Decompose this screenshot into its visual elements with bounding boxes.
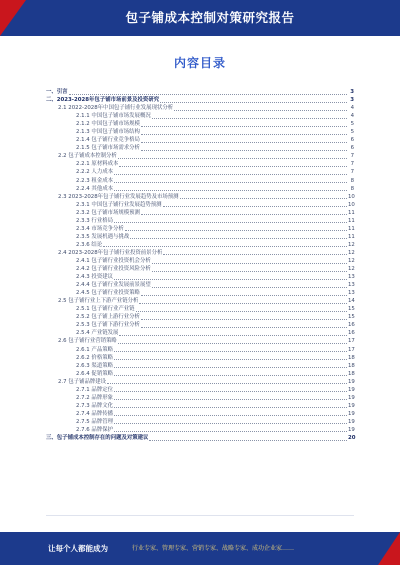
toc-title: 内容目录 [173, 56, 226, 70]
toc-entry[interactable] [46, 370, 354, 378]
toc-leader-dots [107, 383, 347, 384]
toc-entry-text: 2.4.1 包子铺行业投资机会分析 [76, 257, 151, 264]
toc-leader-dots [114, 375, 347, 376]
toc-entry-text: 2.3.4 市场竞争分析 [76, 225, 124, 232]
toc-entry-page: 4 [350, 113, 354, 120]
footer-red-accent [378, 532, 400, 565]
toc-entry[interactable] [46, 241, 354, 249]
toc-leader-dots [114, 351, 347, 352]
toc-entry-text: 2.7 包子铺品牌建设 [58, 378, 107, 385]
toc-entry[interactable] [46, 418, 354, 426]
toc-entry-page: 19 [348, 418, 355, 425]
toc-entry[interactable] [46, 337, 354, 345]
toc-leader-dots [152, 271, 347, 272]
toc-leader-dots [119, 335, 347, 336]
toc-leader-dots [114, 367, 347, 368]
toc-entry-text: 2.7.5 品牌管理 [76, 418, 113, 425]
toc-entry-text: 2.2 包子铺成本控制分析 [58, 153, 117, 160]
toc-entry-text: 2.5.4 产业链发展 [76, 330, 119, 337]
toc-entry-page: 12 [348, 257, 355, 264]
toc-leader-dots [139, 303, 347, 304]
toc-entry[interactable] [46, 273, 354, 281]
toc-entry[interactable] [46, 346, 354, 354]
toc-entry-page: 19 [348, 402, 355, 409]
toc-entry[interactable] [46, 120, 354, 128]
toc-leader-dots [114, 391, 347, 392]
toc-entry-page: 18 [348, 370, 355, 377]
toc-leader-dots [114, 399, 347, 400]
toc-entry[interactable] [46, 201, 354, 209]
toc-entry-page: 17 [348, 346, 355, 353]
toc-entry-text: 2.4 2023-2028年包子铺行业投资前景分析 [58, 249, 163, 256]
toc-entry-page: 3 [350, 97, 354, 104]
toc-entry[interactable] [46, 96, 354, 104]
toc-leader-dots [114, 174, 347, 175]
toc-entry-page: 8 [350, 185, 354, 192]
toc-leader-dots [141, 295, 347, 296]
toc-entry-page: 12 [348, 241, 355, 248]
footer-roles: 行业专家、管理专家、营销专家、战略专家、成功企业家…… [132, 545, 295, 552]
toc-entry[interactable] [46, 329, 354, 337]
toc-leader-dots [136, 311, 347, 312]
divider [46, 515, 354, 516]
toc-entry[interactable] [46, 362, 354, 370]
toc-entry-text: 2.3.3 行业格局 [76, 217, 113, 224]
toc-entry-page: 14 [348, 298, 355, 305]
toc-entry[interactable] [46, 281, 354, 289]
toc-entry-text: 2.1.2 中国包子铺市场规模 [76, 121, 140, 128]
toc-leader-dots [119, 166, 347, 167]
toc-entry-text: 2.5.2 包子铺上游行业分析 [76, 314, 140, 321]
toc-entry-text: 2.5.3 包子铺下游行业分析 [76, 322, 140, 329]
toc-entry-text: 2.3.2 包子铺市场规模预测 [76, 209, 140, 216]
toc-entry[interactable] [46, 410, 354, 418]
toc-entry-page: 16 [348, 322, 355, 329]
toc-entry[interactable] [46, 233, 354, 241]
toc-entry-page: 12 [348, 266, 355, 273]
toc-entry-text: 三、包子铺成本控制存在的问题及对策建议 [46, 435, 149, 442]
toc-entry-text: 2.1.3 中国包子铺市场结构 [76, 129, 140, 136]
toc-leader-dots [114, 423, 347, 424]
toc-entry[interactable] [46, 386, 354, 394]
toc-entry[interactable] [46, 225, 354, 233]
toc-leader-dots [152, 263, 347, 264]
toc-entry-text: 2.4.2 包子铺行业投资风险分析 [76, 266, 151, 273]
toc-entry[interactable] [46, 426, 354, 434]
toc-entry-text: 2.7.4 品牌传播 [76, 410, 113, 417]
toc-entry-page: 6 [350, 145, 354, 152]
toc-entry[interactable] [46, 104, 354, 112]
toc-entry-text: 2.7.1 品牌定位 [76, 386, 113, 393]
toc-leader-dots [141, 150, 347, 151]
toc-entry-text: 2.4.3 投资建议 [76, 274, 113, 281]
toc-entry[interactable] [46, 394, 354, 402]
toc-entry-text: 2.2.3 租金成本 [76, 177, 113, 184]
toc-entry[interactable] [46, 313, 354, 321]
toc-entry-text: 2.1.5 包子铺市场需求分析 [76, 145, 140, 152]
toc-entry-text: 2.1 2022-2028年中国包子铺行业发展现状分析 [58, 105, 174, 112]
toc-entry-text: 2.2.1 原材料成本 [76, 161, 119, 168]
toc-leader-dots [130, 238, 347, 239]
toc-entry-page: 16 [348, 330, 355, 337]
toc-leader-dots [141, 214, 347, 215]
document-title: 包子铺成本控制对策研究报告 [125, 10, 295, 25]
toc-entry-text: 2.5 包子铺行业上下游产业链分析 [58, 298, 139, 305]
toc-entry-page: 7 [350, 169, 354, 176]
toc-entry-page: 13 [348, 290, 355, 297]
toc-entry-page: 18 [348, 354, 355, 361]
toc-entry-page: 13 [348, 274, 355, 281]
toc-entry-page: 15 [348, 306, 355, 313]
toc-entry[interactable] [46, 177, 354, 185]
toc-entry-page: 10 [348, 201, 355, 208]
toc-entry[interactable] [46, 168, 354, 176]
toc-leader-dots [174, 110, 347, 111]
toc-entry-page: 19 [348, 378, 355, 385]
toc-entry-text: 2.3 2023-2028年包子铺行业发展趋势及市场预测 [58, 193, 179, 200]
toc-entry-page: 19 [348, 426, 355, 433]
toc-entry-page: 11 [348, 233, 355, 240]
toc-entry[interactable] [46, 257, 354, 265]
toc-entry[interactable] [46, 185, 354, 193]
toc-entry[interactable] [46, 160, 354, 168]
toc-leader-dots [118, 158, 347, 159]
toc-leader-dots [125, 230, 347, 231]
toc-entry-text: 2.4.5 包子铺行业投资策略 [76, 290, 140, 297]
toc-entry-text: 2.4.4 包子铺行业发展前景展望 [76, 282, 151, 289]
toc-entry[interactable] [46, 265, 354, 273]
toc-leader-dots [141, 134, 347, 135]
footer-slogan: 让每个人都能成为 [48, 544, 108, 553]
toc-entry[interactable] [46, 112, 354, 120]
toc-entry-page: 8 [350, 177, 354, 184]
toc-entry-page: 11 [348, 217, 355, 224]
toc-entry[interactable] [46, 354, 354, 362]
toc-entry[interactable] [46, 402, 354, 410]
toc-leader-dots [114, 279, 347, 280]
toc-leader-dots [114, 222, 347, 223]
toc-entry[interactable] [46, 209, 354, 217]
toc-entry-text: 2.6.1 产品策略 [76, 346, 113, 353]
toc-entry-page: 19 [348, 386, 355, 393]
toc-entry-page: 4 [350, 105, 354, 112]
toc-entry[interactable] [46, 434, 354, 442]
toc-entry[interactable] [46, 249, 354, 257]
toc-entry-text: 2.6.4 促销策略 [76, 370, 113, 377]
toc-entry[interactable] [46, 88, 354, 96]
toc-entry-page: 5 [350, 129, 354, 136]
toc-entry-text: 2.3.1 中国包子铺行业发展趋势预测 [76, 201, 162, 208]
toc-leader-dots [141, 126, 347, 127]
toc-entry-page: 11 [348, 225, 355, 232]
toc-entry-page: 20 [348, 435, 356, 442]
toc-entry-text: 一、引言 [46, 89, 68, 95]
toc-leader-dots [114, 407, 347, 408]
toc-entry-text: 2.7.2 品牌形象 [76, 394, 113, 401]
toc-leader-dots [141, 319, 347, 320]
toc-entry-text: 2.2.4 其他成本 [76, 185, 113, 192]
toc-entry[interactable] [46, 378, 354, 386]
toc-leader-dots [163, 254, 347, 255]
table-of-contents [46, 88, 354, 442]
toc-entry[interactable] [46, 136, 354, 144]
toc-entry-page: 5 [350, 121, 354, 128]
toc-leader-dots [114, 415, 347, 416]
toc-entry-text: 二、2023-2028年包子铺市场前景及投资研究 [46, 97, 160, 104]
toc-entry-page: 3 [350, 89, 354, 95]
toc-leader-dots [160, 102, 347, 103]
toc-leader-dots [152, 118, 347, 119]
toc-entry-page: 19 [348, 410, 355, 417]
toc-entry[interactable] [46, 217, 354, 225]
toc-entry-page: 6 [350, 137, 354, 144]
toc-leader-dots [118, 343, 347, 344]
toc-leader-dots [69, 94, 347, 95]
toc-entry[interactable] [46, 144, 354, 152]
toc-entry-text: 2.2.2 人力成本 [76, 169, 113, 176]
toc-entry-page: 17 [348, 338, 355, 345]
toc-leader-dots [180, 198, 347, 199]
toc-leader-dots [114, 182, 347, 183]
toc-leader-dots [114, 359, 347, 360]
toc-entry[interactable] [46, 128, 354, 136]
toc-entry-page: 13 [348, 282, 355, 289]
toc-entry[interactable] [46, 321, 354, 329]
toc-entry-text: 2.6.2 价格策略 [76, 354, 113, 361]
toc-leader-dots [149, 440, 347, 441]
header-red-accent [0, 0, 26, 36]
toc-leader-dots [152, 287, 347, 288]
toc-entry[interactable] [46, 193, 354, 201]
toc-leader-dots [141, 327, 347, 328]
toc-entry-page: 15 [348, 314, 355, 321]
toc-leader-dots [141, 142, 347, 143]
toc-entry-text: 2.6.3 渠道策略 [76, 362, 113, 369]
toc-entry-page: 10 [348, 193, 355, 200]
toc-entry-text: 2.1.4 包子铺行业竞争格局 [76, 137, 140, 144]
toc-entry[interactable] [46, 297, 354, 305]
toc-entry-text: 2.3.6 结论 [76, 241, 103, 248]
toc-entry-page: 18 [348, 362, 355, 369]
toc-entry-page: 19 [348, 394, 355, 401]
toc-leader-dots [114, 190, 347, 191]
toc-entry-text: 2.7.6 品牌保护 [76, 426, 113, 433]
toc-entry-text: 2.3.5 发展机遇与挑战 [76, 233, 130, 240]
toc-entry-page: 11 [348, 209, 355, 216]
toc-entry-page: 7 [350, 153, 354, 160]
toc-leader-dots [114, 431, 347, 432]
toc-entry-text: 2.6 包子铺行业营销策略 [58, 338, 117, 345]
toc-leader-dots [163, 206, 347, 207]
toc-entry-text: 2.1.1 中国包子铺市场发展概况 [76, 113, 151, 120]
toc-entry-text: 2.7.3 品牌文化 [76, 402, 113, 409]
toc-entry-text: 2.5.1 包子铺行业产业链 [76, 306, 135, 313]
toc-entry[interactable] [46, 152, 354, 160]
toc-leader-dots [103, 246, 347, 247]
toc-entry-page: 12 [348, 249, 355, 256]
toc-entry[interactable] [46, 305, 354, 313]
toc-entry[interactable] [46, 289, 354, 297]
toc-entry-page: 7 [350, 161, 354, 168]
